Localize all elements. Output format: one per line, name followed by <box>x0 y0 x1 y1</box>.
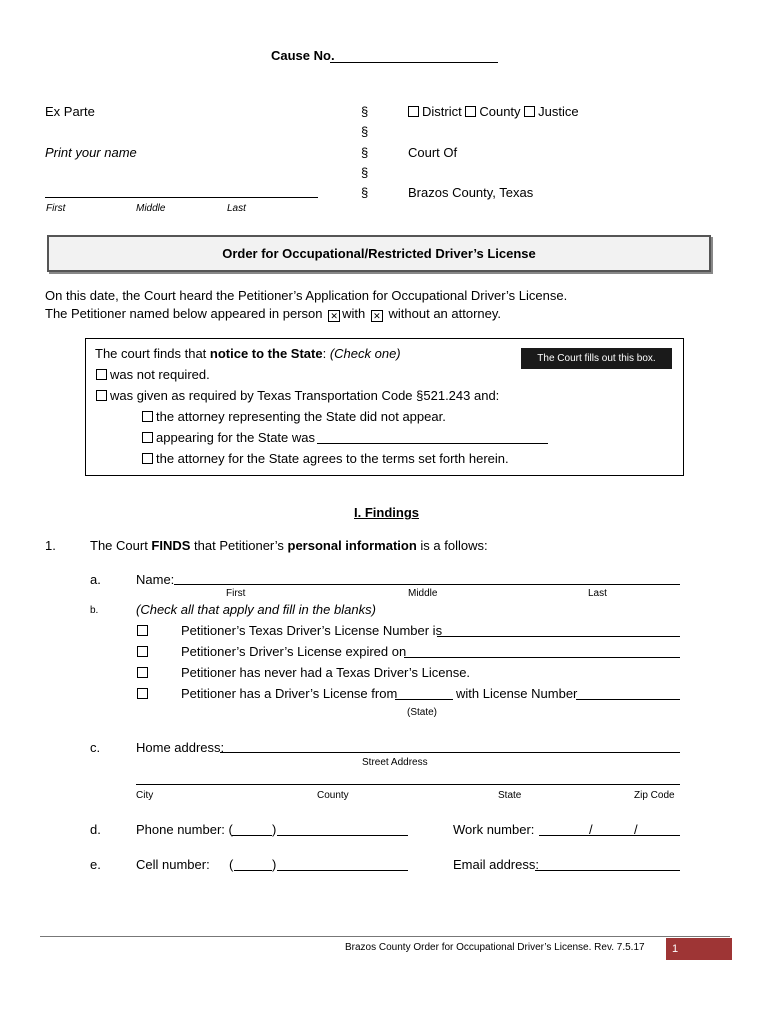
first-label: First <box>46 203 66 214</box>
work-slash-1: / <box>589 822 593 837</box>
notice-option-2 <box>96 388 499 403</box>
without-attorney-checkbox[interactable]: ✕ <box>371 310 383 322</box>
notice-colon: : <box>322 346 330 361</box>
check-all-label: (Check all that apply and fill in the blanks) <box>136 602 376 617</box>
state-sublabel-2: State <box>498 790 522 801</box>
print-name-label: Print your name <box>45 145 137 160</box>
cell-number-label: Cell number: <box>136 857 210 872</box>
name-middle-label: Middle <box>408 588 438 599</box>
appearing-name-field[interactable] <box>317 443 548 444</box>
with-attorney-checkbox[interactable]: ✕ <box>328 310 340 322</box>
cell-paren-close: ) <box>272 857 277 872</box>
ex-parte-label: Ex Parte <box>45 104 95 119</box>
footer-text: Brazos County Order for Occupational Driver’s License. Rev. 7.5.17 <box>345 942 645 953</box>
phone-number-field[interactable] <box>277 835 408 836</box>
findings-text-c: that Petitioner’s <box>190 538 288 553</box>
work-number-label: Work number: <box>453 822 535 837</box>
section-symbol: § <box>361 104 369 119</box>
justice-checkbox[interactable] <box>524 106 535 117</box>
expired-label: Petitioner’s Driver’s License expired on <box>181 644 407 659</box>
other-state-field[interactable] <box>395 699 453 700</box>
notice-bold: notice to the State <box>209 346 323 361</box>
findings-finds: FINDS <box>151 538 191 553</box>
name-label: Name: <box>136 572 175 587</box>
section-symbol: § <box>361 185 369 200</box>
license-number-label-2: with License Number <box>456 686 578 701</box>
work-number-field[interactable] <box>539 835 680 836</box>
county-sublabel: County <box>317 790 349 801</box>
phone-paren: ) <box>272 822 277 837</box>
item-b-letter: b. <box>90 605 99 616</box>
check-one-label: (Check one) <box>329 346 401 361</box>
order-title: Order for Occupational/Restricted Driver’s License <box>222 246 536 261</box>
not-required-checkbox[interactable] <box>96 369 107 380</box>
expired-checkbox[interactable] <box>137 644 151 659</box>
middle-label: Middle <box>136 203 166 214</box>
district-label: District <box>422 104 462 119</box>
did-not-appear-label: the attorney representing the State did not appear. <box>156 409 446 424</box>
section-symbol: § <box>361 124 369 139</box>
license-number-field[interactable] <box>437 636 680 637</box>
city-county-state-field[interactable] <box>136 784 680 785</box>
state-sublabel: (State) <box>407 707 438 718</box>
given-label: was given as required by Texas Transportation Code §521.243 and: <box>110 388 500 403</box>
phone-area-code-field[interactable] <box>232 835 272 836</box>
work-slash-2: / <box>634 822 638 837</box>
did-not-appear-checkbox[interactable] <box>142 411 153 422</box>
petitioner-name-field[interactable] <box>174 584 680 585</box>
home-address-label: Home address: <box>136 740 225 755</box>
street-address-sublabel: Street Address <box>362 757 428 768</box>
findings-text-e: is a follows: <box>416 538 488 553</box>
cell-paren-open: ( <box>229 857 234 872</box>
county-checkbox[interactable] <box>465 106 476 117</box>
agrees-checkbox[interactable] <box>142 453 153 464</box>
item-e-letter: e. <box>90 857 101 872</box>
findings-personal-info: personal information <box>287 538 417 553</box>
street-address-field[interactable] <box>220 752 680 753</box>
cause-number-field[interactable] <box>330 62 498 63</box>
intro-line-2 <box>45 306 501 322</box>
appearing-checkbox[interactable] <box>142 432 153 443</box>
with-label: with <box>342 306 366 321</box>
cause-label: Cause No. <box>271 48 335 63</box>
not-required-label: was not required. <box>110 367 210 382</box>
never-had-label: Petitioner has never had a Texas Driver’s License. <box>181 665 471 680</box>
phone-label: Phone number: ( <box>136 822 233 837</box>
zip-sublabel: Zip Code <box>634 790 675 801</box>
item-1-number: 1. <box>45 538 56 553</box>
name-last-label: Last <box>588 588 607 599</box>
cell-number-field[interactable] <box>277 870 408 871</box>
cell-area-code-field[interactable] <box>234 870 272 871</box>
license-number-checkbox[interactable] <box>137 623 151 638</box>
appearing-label: appearing for the State was <box>156 430 315 445</box>
expired-date-field[interactable] <box>404 657 680 658</box>
notice-sub-2 <box>142 430 315 445</box>
notice-sub-1 <box>142 409 446 424</box>
notice-heading <box>95 346 401 361</box>
email-label: Email address: <box>453 857 539 872</box>
court-fills-badge: The Court fills out this box. <box>521 348 672 369</box>
brazos-label: Brazos County, Texas <box>408 185 534 200</box>
license-number-label: Petitioner’s Texas Driver’s License Number is <box>181 623 443 638</box>
court-type-options <box>408 104 579 119</box>
item-c-letter: c. <box>90 740 101 755</box>
other-state-label: Petitioner has a Driver’s License from <box>181 686 398 701</box>
given-checkbox[interactable] <box>96 390 107 401</box>
notice-text: The court finds that <box>95 346 210 361</box>
justice-label: Justice <box>538 104 579 119</box>
other-state-checkbox[interactable] <box>137 686 151 701</box>
findings-text <box>90 538 488 553</box>
section-symbol: § <box>361 165 369 180</box>
never-had-checkbox[interactable] <box>137 665 151 680</box>
name-field[interactable] <box>45 197 318 198</box>
intro-appeared-text: The Petitioner named below appeared in person <box>45 306 323 321</box>
agrees-label: the attorney for the State agrees to the terms set forth herein. <box>156 451 509 466</box>
footer-rule <box>40 936 730 937</box>
email-field[interactable] <box>535 870 680 871</box>
intro-line-1: On this date, the Court heard the Petitioner’s Application for Occupational Driver’s License. <box>45 288 568 303</box>
section-symbol: § <box>361 145 369 160</box>
notice-option-1 <box>96 367 210 382</box>
last-label: Last <box>227 203 246 214</box>
item-a-letter: a. <box>90 572 101 587</box>
name-first-label: First <box>226 588 246 599</box>
county-label: County <box>479 104 521 119</box>
findings-heading: I. Findings <box>354 505 419 520</box>
notice-sub-3 <box>142 451 509 466</box>
city-sublabel: City <box>136 790 154 801</box>
court-of-label: Court Of <box>408 145 458 160</box>
without-label: without an attorney. <box>388 306 502 321</box>
item-d-letter: d. <box>90 822 101 837</box>
other-license-number-field[interactable] <box>576 699 680 700</box>
page-number: 1 <box>666 938 732 960</box>
findings-text-a: The Court <box>90 538 152 553</box>
title-box <box>47 235 711 272</box>
district-checkbox[interactable] <box>408 106 419 117</box>
